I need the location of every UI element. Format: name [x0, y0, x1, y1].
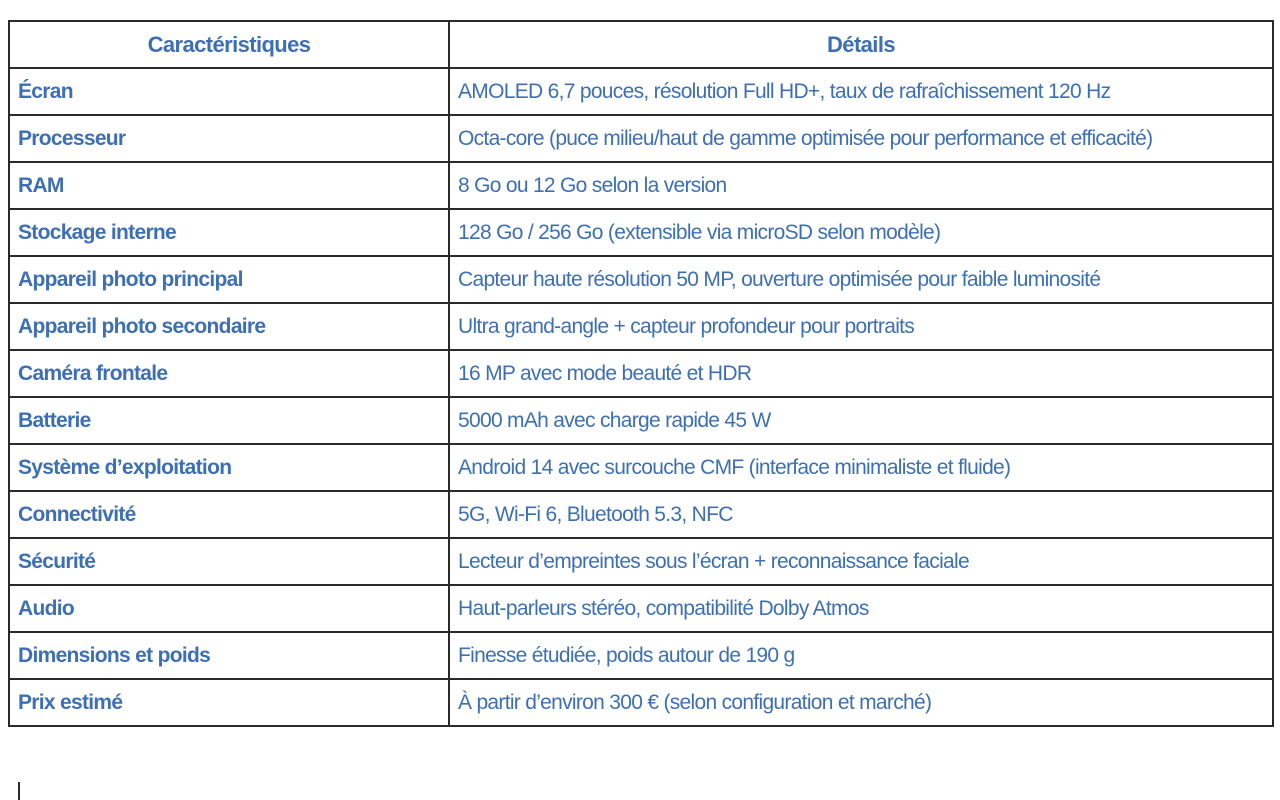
row-value: À partir d’environ 300 € (selon configuration et marché) [449, 679, 1273, 726]
row-value: AMOLED 6,7 pouces, résolution Full HD+, taux de rafraîchissement 120 Hz [449, 68, 1273, 115]
row-label: Écran [9, 68, 449, 115]
row-value: Octa-core (puce milieu/haut de gamme optimisée pour performance et efficacité) [449, 115, 1273, 162]
row-label: Audio [9, 585, 449, 632]
row-label: Sécurité [9, 538, 449, 585]
row-value: Ultra grand-angle + capteur profondeur pour portraits [449, 303, 1273, 350]
row-label: Système d’exploitation [9, 444, 449, 491]
table-header-row [9, 21, 1273, 68]
row-label: Batterie [9, 397, 449, 444]
table-row [9, 115, 1273, 162]
table-row [9, 679, 1273, 726]
table-row [9, 491, 1273, 538]
table-row [9, 162, 1273, 209]
row-label: Caméra frontale [9, 350, 449, 397]
row-value: Haut-parleurs stéréo, compatibilité Dolby Atmos [449, 585, 1273, 632]
row-label: Appareil photo secondaire [9, 303, 449, 350]
row-value: Lecteur d’empreintes sous l’écran + reconnaissance faciale [449, 538, 1273, 585]
header-details: Détails [449, 21, 1273, 68]
row-label: RAM [9, 162, 449, 209]
row-value: 8 Go ou 12 Go selon la version [449, 162, 1273, 209]
row-label: Stockage interne [9, 209, 449, 256]
table-row [9, 538, 1273, 585]
table-row [9, 303, 1273, 350]
row-label: Appareil photo principal [9, 256, 449, 303]
table-row [9, 350, 1273, 397]
table-row [9, 632, 1273, 679]
row-value: Android 14 avec surcouche CMF (interface minimaliste et fluide) [449, 444, 1273, 491]
table-stub-line [18, 782, 20, 800]
row-value: 128 Go / 256 Go (extensible via microSD selon modèle) [449, 209, 1273, 256]
row-label: Connectivité [9, 491, 449, 538]
table-row [9, 209, 1273, 256]
header-characteristics: Caractéristiques [9, 21, 449, 68]
row-value: 5G, Wi-Fi 6, Bluetooth 5.3, NFC [449, 491, 1273, 538]
table-row [9, 444, 1273, 491]
table-row [9, 256, 1273, 303]
table-row [9, 585, 1273, 632]
row-value: Finesse étudiée, poids autour de 190 g [449, 632, 1273, 679]
row-label: Processeur [9, 115, 449, 162]
row-value: 16 MP avec mode beauté et HDR [449, 350, 1273, 397]
row-value: 5000 mAh avec charge rapide 45 W [449, 397, 1273, 444]
specs-table [8, 20, 1274, 727]
table-row [9, 397, 1273, 444]
row-label: Prix estimé [9, 679, 449, 726]
row-label: Dimensions et poids [9, 632, 449, 679]
table-row [9, 68, 1273, 115]
row-value: Capteur haute résolution 50 MP, ouverture optimisée pour faible luminosité [449, 256, 1273, 303]
